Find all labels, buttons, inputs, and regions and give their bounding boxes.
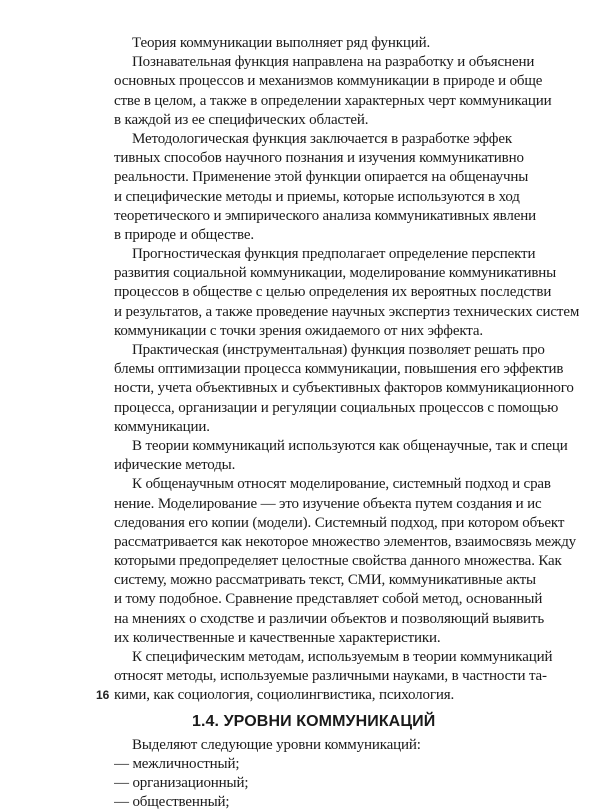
text-line: теоретического и эмпирического анализа коммуникативных явлени: [114, 207, 536, 224]
text-line: В теории коммуникаций используются как общенаучные, так и специ: [132, 437, 568, 454]
text-line: Практическая (инструментальная) функция позволяет решать про: [132, 342, 545, 358]
section-heading: 1.4. УРОВНИ КОММУНИКАЦИЙ: [192, 712, 436, 730]
text-line: процессов в обществе с целью определения их вероятных последстви: [114, 284, 552, 301]
text-line: ифические методы.: [114, 457, 236, 474]
text-line: рассматривается как некоторое множество элементов, взаимосвязь между: [114, 533, 577, 550]
text-line: в каждой из ее специфических областей.: [114, 111, 369, 128]
text-line: нение. Моделирование — это изучение объекта путем создания и ис: [114, 495, 542, 512]
text-line: основных процессов и механизмов коммуникации в природе и обще: [114, 73, 543, 90]
text-line: Прогностическая функция предполагает определение перспекти: [132, 246, 536, 263]
text-line: ности, учета объективных и субъективных факторов коммуникационного: [114, 380, 574, 397]
text-line: коммуникации.: [114, 418, 210, 435]
text-line: Познавательная функция направлена на разработку и объяснени: [132, 54, 535, 71]
text-line: и специфические методы и приемы, которые используются в ход: [114, 188, 520, 205]
text-line: систему, можно рассматривать текст, СМИ, коммуникативные акты: [114, 572, 536, 589]
text-line: которыми предопределяет целостные свойства данного множества. Как: [114, 553, 562, 570]
page-number: 16: [96, 688, 110, 702]
text-line: — межличностный;: [114, 755, 240, 772]
text-line: следования его копии (модели). Системный подход, при котором объект: [114, 514, 565, 531]
text-line: коммуникации с точки зрения ожидаемого от них эффекта.: [114, 322, 483, 339]
text-line: К общенаучным относят моделирование, системный подход и срав: [132, 476, 551, 493]
body-text-before-heading: [114, 34, 600, 706]
text-line: блемы оптимизации процесса коммуникации, повышения его эффектив: [114, 361, 564, 378]
text-column: [114, 34, 600, 812]
text-line: развития социальной коммуникации, моделирование коммуникативны: [114, 265, 557, 282]
text-line: на мнениях о сходстве и различии объектов и позволяющий выявить: [114, 610, 545, 627]
text-line: процесса, организации и регуляции социальных процессов с помощью: [114, 399, 559, 416]
text-line: тивных способов научного познания и изучения коммуникативно: [114, 150, 524, 167]
text-line: стве в целом, а также в определении характерных черт коммуникации: [114, 92, 552, 109]
text-line: в природе и обществе.: [114, 226, 254, 243]
text-line: кими, как социология, социолингвистика, психология.: [114, 687, 455, 704]
body-text-after-heading: [114, 736, 600, 812]
text-line: их количественные и качественные характеристики.: [114, 629, 441, 646]
text-line: К специфическим методам, используемым в теории коммуникаций: [132, 649, 553, 665]
text-line: Методологическая функция заключается в разработке эффек: [132, 130, 512, 147]
text-line: относят методы, используемые различными науками, в частности та-: [114, 668, 547, 685]
text-line: и тому подобное. Сравнение представляет собой метод, основанный: [114, 591, 543, 608]
text-line: Теория коммуникации выполняет ряд функций.: [132, 35, 431, 51]
text-line: и результатов, а также проведение научных экспертиз технических систем: [114, 303, 580, 320]
text-line: Выделяют следующие уровни коммуникаций:: [132, 736, 421, 753]
text-line: — организационный;: [114, 774, 249, 791]
text-line: — общественный;: [114, 794, 230, 811]
text-line: реальности. Применение этой функции опирается на общенаучны: [114, 169, 529, 186]
